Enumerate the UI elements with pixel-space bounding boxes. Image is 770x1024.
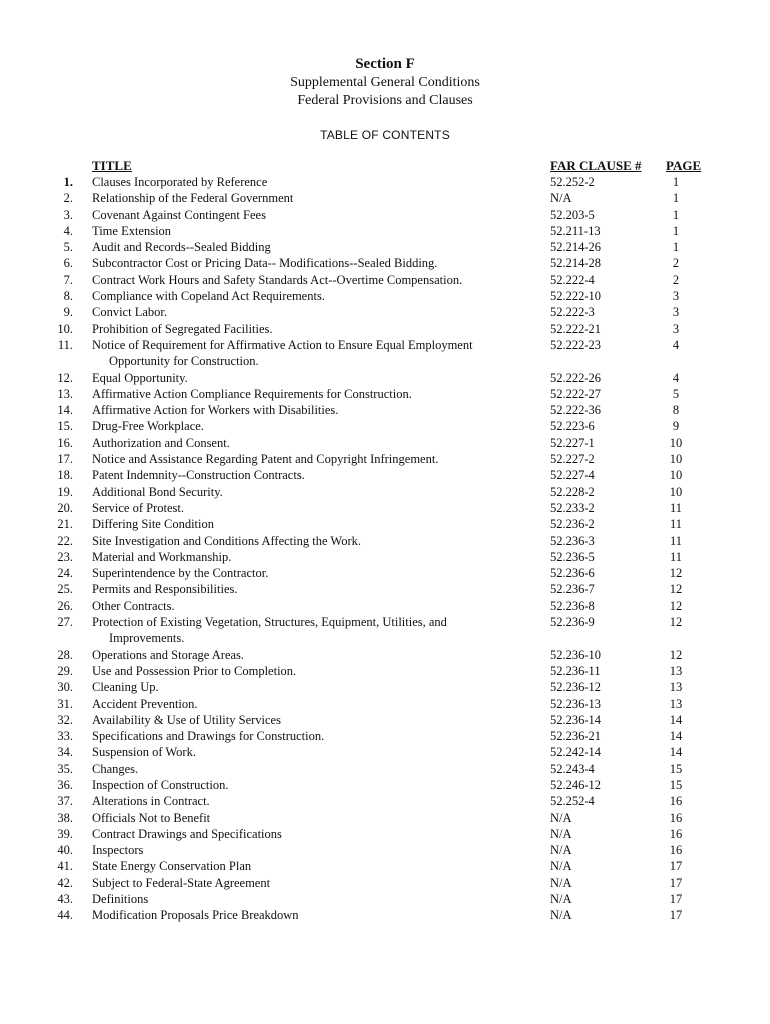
item-title-line: Relationship of the Federal Government <box>92 191 294 206</box>
far-clause-number: 52.227-2 <box>550 452 595 467</box>
toc-row <box>0 272 770 288</box>
page-number: 14 <box>669 729 683 744</box>
toc-row <box>0 663 770 679</box>
page-number: 16 <box>669 843 683 858</box>
item-title <box>92 614 532 647</box>
item-title <box>92 761 532 777</box>
item-title <box>92 728 532 744</box>
toc-row <box>0 190 770 206</box>
item-number: 13. <box>57 386 73 401</box>
toc-row <box>0 826 770 842</box>
page-number: 10 <box>669 484 683 499</box>
far-clause-number: 52.236-6 <box>550 566 595 581</box>
item-title-line: Differing Site Condition <box>92 517 214 532</box>
toc-row <box>0 451 770 467</box>
far-clause-number: 52.252-4 <box>550 794 595 809</box>
page-number: 10 <box>669 468 683 483</box>
far-clause-number: N/A <box>550 191 572 206</box>
toc-row <box>0 255 770 271</box>
page-number: 14 <box>669 712 683 727</box>
item-title-line: Notice and Assistance Regarding Patent and Copyright Infringement. <box>92 452 439 467</box>
item-title-line: Officials Not to Benefit <box>92 810 211 825</box>
item-title-line: Other Contracts. <box>92 598 175 613</box>
toc-row <box>0 598 770 614</box>
page-number: 1 <box>672 240 680 255</box>
toc-row <box>0 777 770 793</box>
page-number: 16 <box>669 810 683 825</box>
item-title-line: Material and Workmanship. <box>92 549 232 564</box>
item-number: 12. <box>57 370 73 385</box>
column-header-title: TITLE <box>92 158 132 173</box>
item-title <box>92 223 532 239</box>
item-title <box>92 826 532 842</box>
page-number: 4 <box>672 337 680 352</box>
item-title-line: Inspection of Construction. <box>92 777 229 792</box>
far-clause-number: 52.236-13 <box>550 696 602 711</box>
page-number: 15 <box>669 777 683 792</box>
item-title <box>92 516 532 532</box>
item-title-line: Time Extension <box>92 223 172 238</box>
toc-label: TABLE OF CONTENTS <box>320 128 450 142</box>
far-clause-number: 52.236-3 <box>550 533 595 548</box>
item-title-line: Additional Bond Security. <box>92 484 223 499</box>
far-clause-number: 52.203-5 <box>550 207 595 222</box>
far-clause-number: 52.236-2 <box>550 517 595 532</box>
far-clause-number: 52.236-9 <box>550 615 595 630</box>
toc-row <box>0 842 770 858</box>
far-clause-number: N/A <box>550 826 572 841</box>
toc-row <box>0 321 770 337</box>
item-number: 32. <box>57 712 73 727</box>
item-title <box>92 712 532 728</box>
toc-row <box>0 891 770 907</box>
item-title <box>92 288 532 304</box>
column-header-page: PAGE <box>666 158 702 173</box>
item-number: 42. <box>57 875 73 890</box>
page-number: 13 <box>669 663 683 678</box>
item-title <box>92 907 532 923</box>
toc-row <box>0 386 770 402</box>
item-title-line: Equal Opportunity. <box>92 370 188 385</box>
item-title-line: Accident Prevention. <box>92 696 198 711</box>
page-number: 3 <box>672 305 680 320</box>
far-clause-number: N/A <box>550 843 572 858</box>
item-title-line: Specifications and Drawings for Construction. <box>92 729 325 744</box>
item-title <box>92 174 532 190</box>
item-title <box>92 696 532 712</box>
far-clause-number: 52.222-4 <box>550 272 595 287</box>
subtitle-provisions: Federal Provisions and Clauses <box>297 93 473 108</box>
page-number: 3 <box>672 321 680 336</box>
page-number: 5 <box>672 386 680 401</box>
toc-row <box>0 565 770 581</box>
far-clause-number: 52.222-3 <box>550 305 595 320</box>
item-title <box>92 842 532 858</box>
item-title <box>92 500 532 516</box>
item-number: 14. <box>57 403 73 418</box>
item-title <box>92 679 532 695</box>
item-title-line: Changes. <box>92 761 139 776</box>
page-number: 1 <box>672 175 680 189</box>
column-header-far-clause: FAR CLAUSE # <box>550 158 642 173</box>
page-number: 11 <box>669 533 683 548</box>
toc-row <box>0 875 770 891</box>
item-title <box>92 467 532 483</box>
page-number: 12 <box>669 647 683 662</box>
far-clause-number: 52.252-2 <box>550 175 595 189</box>
item-title-line: Notice of Requirement for Affirmative Action to Ensure Equal Employment <box>92 337 473 352</box>
item-title <box>92 858 532 874</box>
page-number: 11 <box>669 549 683 564</box>
item-number: 11. <box>57 337 73 352</box>
item-number: 38. <box>57 810 73 825</box>
item-number: 39. <box>57 826 73 841</box>
item-title <box>92 435 532 451</box>
item-number: 9. <box>63 305 73 320</box>
item-title-line: Drug-Free Workplace. <box>92 419 204 434</box>
toc-row <box>0 810 770 826</box>
item-title-line: Availability & Use of Utility Services <box>92 712 281 727</box>
toc-row <box>0 533 770 549</box>
item-title <box>92 370 532 386</box>
toc-row <box>0 402 770 418</box>
far-clause-number: 52.236-10 <box>550 647 602 662</box>
item-number: 15. <box>57 419 73 434</box>
item-number: 33. <box>57 729 73 744</box>
page-number: 13 <box>669 680 683 695</box>
item-title-line: Affirmative Action for Workers with Disabilities. <box>92 403 339 418</box>
page-number: 12 <box>669 582 683 597</box>
toc-row <box>0 907 770 923</box>
far-clause-number: 52.222-10 <box>550 289 602 304</box>
far-clause-number: 52.236-7 <box>550 582 595 597</box>
page-number: 2 <box>672 272 680 287</box>
page-number: 11 <box>669 517 683 532</box>
item-number: 16. <box>57 435 73 450</box>
far-clause-number: 52.233-2 <box>550 500 595 515</box>
item-title-line: Subcontractor Cost or Pricing Data-- Modifications--Sealed Bidding. <box>92 256 438 271</box>
item-number: 2. <box>63 191 73 206</box>
item-title-line: Superintendence by the Contractor. <box>92 566 269 581</box>
item-number: 31. <box>57 696 73 711</box>
toc-row <box>0 761 770 777</box>
item-title-line: Modification Proposals Price Breakdown <box>92 908 299 923</box>
item-number: 37. <box>57 794 73 809</box>
item-title-line: Service of Protest. <box>92 500 184 515</box>
item-number: 27. <box>57 615 73 630</box>
subtitle-conditions: Supplemental General Conditions <box>290 75 480 90</box>
page-number: 12 <box>669 615 683 630</box>
item-number: 20. <box>57 500 73 515</box>
item-title-continuation: Improvements. <box>109 631 185 646</box>
item-title <box>92 533 532 549</box>
item-title <box>92 402 532 418</box>
page-number: 1 <box>672 207 680 222</box>
page-number: 10 <box>669 452 683 467</box>
item-title-line: Affirmative Action Compliance Requirements for Construction. <box>92 386 412 401</box>
item-number: 34. <box>57 745 73 760</box>
far-clause-number: N/A <box>550 859 572 874</box>
item-number: 19. <box>57 484 73 499</box>
item-title <box>92 272 532 288</box>
toc-row <box>0 793 770 809</box>
item-title <box>92 207 532 223</box>
toc-row <box>0 516 770 532</box>
page-number: 4 <box>672 370 680 385</box>
item-title <box>92 418 532 434</box>
far-clause-number: 52.222-23 <box>550 337 602 352</box>
item-title <box>92 190 532 206</box>
item-title-line: State Energy Conservation Plan <box>92 859 252 874</box>
far-clause-number: 52.227-1 <box>550 435 595 450</box>
toc-row <box>0 712 770 728</box>
far-clause-number: 52.227-4 <box>550 468 595 483</box>
page-number: 1 <box>672 191 680 206</box>
item-number: 17. <box>57 452 73 467</box>
toc-row <box>0 435 770 451</box>
item-number: 44. <box>57 908 73 923</box>
item-number: 8. <box>63 289 73 304</box>
far-clause-number: N/A <box>550 908 572 923</box>
toc-row <box>0 484 770 500</box>
page-number: 1 <box>672 223 680 238</box>
item-title-line: Suspension of Work. <box>92 745 196 760</box>
item-title <box>92 337 532 370</box>
page-number: 12 <box>669 598 683 613</box>
toc-row <box>0 370 770 386</box>
toc-row <box>0 728 770 744</box>
far-clause-number: 52.222-21 <box>550 321 602 336</box>
toc-row <box>0 337 770 370</box>
item-number: 25. <box>57 582 73 597</box>
item-title-line: Site Investigation and Conditions Affecting the Work. <box>92 533 361 548</box>
item-title-line: Inspectors <box>92 843 144 858</box>
item-title-line: Compliance with Copeland Act Requirements. <box>92 289 325 304</box>
page-number: 17 <box>669 875 683 890</box>
page-number: 12 <box>669 566 683 581</box>
toc-row <box>0 500 770 516</box>
item-title <box>92 549 532 565</box>
item-title <box>92 891 532 907</box>
item-number: 41. <box>57 859 73 874</box>
section-heading: Section F <box>355 56 415 72</box>
page-number: 17 <box>669 908 683 923</box>
far-clause-number: 52.236-5 <box>550 549 595 564</box>
toc-row <box>0 581 770 597</box>
toc-row <box>0 696 770 712</box>
page-number: 9 <box>672 419 680 434</box>
item-title <box>92 565 532 581</box>
item-title <box>92 777 532 793</box>
far-clause-number: 52.222-36 <box>550 403 602 418</box>
far-clause-number: 52.243-4 <box>550 761 595 776</box>
item-title-line: Prohibition of Segregated Facilities. <box>92 321 273 336</box>
far-clause-number: 52.242-14 <box>550 745 602 760</box>
page-number: 10 <box>669 435 683 450</box>
far-clause-number: 52.236-8 <box>550 598 595 613</box>
item-title <box>92 239 532 255</box>
item-number: 24. <box>57 566 73 581</box>
item-title <box>92 484 532 500</box>
toc-row <box>0 223 770 239</box>
far-clause-number: 52.236-14 <box>550 712 602 727</box>
toc-row <box>0 304 770 320</box>
item-number: 21. <box>57 517 73 532</box>
page-number: 16 <box>669 794 683 809</box>
item-title <box>92 321 532 337</box>
item-number: 35. <box>57 761 73 776</box>
page-number: 16 <box>669 826 683 841</box>
far-clause-number: N/A <box>550 810 572 825</box>
page-number: 8 <box>672 403 680 418</box>
item-title-line: Subject to Federal-State Agreement <box>92 875 271 890</box>
toc-row <box>0 174 770 190</box>
toc-row <box>0 744 770 760</box>
item-title-line: Audit and Records--Sealed Bidding <box>92 240 271 255</box>
item-title <box>92 875 532 891</box>
far-clause-number: 52.214-28 <box>550 256 602 271</box>
toc-list <box>0 174 770 924</box>
item-number: 29. <box>57 663 73 678</box>
item-number: 3. <box>63 207 73 222</box>
page-number: 2 <box>672 256 680 271</box>
item-title <box>92 810 532 826</box>
page-number: 13 <box>669 696 683 711</box>
item-number: 10. <box>57 321 73 336</box>
item-number: 26. <box>57 598 73 613</box>
far-clause-number: 52.222-27 <box>550 386 602 401</box>
far-clause-number: 52.236-11 <box>550 663 601 678</box>
toc-row <box>0 207 770 223</box>
far-clause-number: 52.236-12 <box>550 680 602 695</box>
toc-row <box>0 467 770 483</box>
item-title-line: Authorization and Consent. <box>92 435 230 450</box>
item-title-line: Convict Labor. <box>92 305 167 320</box>
item-number: 43. <box>57 892 73 907</box>
item-title <box>92 647 532 663</box>
item-title-line: Contract Drawings and Specifications <box>92 826 282 841</box>
item-title-line: Cleaning Up. <box>92 680 159 695</box>
toc-row <box>0 288 770 304</box>
toc-row <box>0 614 770 647</box>
toc-row <box>0 239 770 255</box>
far-clause-number: 52.228-2 <box>550 484 595 499</box>
item-title-line: Alterations in Contract. <box>92 794 210 809</box>
item-title <box>92 255 532 271</box>
toc-row <box>0 647 770 663</box>
far-clause-number: 52.214-26 <box>550 240 602 255</box>
item-number: 36. <box>57 777 73 792</box>
far-clause-number: 52.211-13 <box>550 223 601 238</box>
item-number: 28. <box>57 647 73 662</box>
item-title <box>92 581 532 597</box>
far-clause-number: N/A <box>550 875 572 890</box>
item-number: 1. <box>63 175 73 189</box>
item-title-line: Protection of Existing Vegetation, Structures, Equipment, Utilities, and <box>92 615 447 630</box>
item-title-line: Definitions <box>92 892 149 907</box>
item-number: 23. <box>57 549 73 564</box>
page-number: 17 <box>669 859 683 874</box>
page-number: 3 <box>672 289 680 304</box>
item-number: 40. <box>57 843 73 858</box>
item-number: 18. <box>57 468 73 483</box>
item-number: 4. <box>63 223 73 238</box>
page-number: 11 <box>669 500 683 515</box>
item-title-line: Patent Indemnity--Construction Contracts. <box>92 468 305 483</box>
page-number: 15 <box>669 761 683 776</box>
item-number: 6. <box>63 256 73 271</box>
far-clause-number: 52.222-26 <box>550 370 602 385</box>
item-title <box>92 386 532 402</box>
far-clause-number: 52.246-12 <box>550 777 602 792</box>
item-title-line: Use and Possession Prior to Completion. <box>92 663 297 678</box>
item-title-line: Operations and Storage Areas. <box>92 647 245 662</box>
item-title-line: Covenant Against Contingent Fees <box>92 207 266 222</box>
item-title-line: Clauses Incorporated by Reference <box>92 175 268 189</box>
item-number: 22. <box>57 533 73 548</box>
item-title <box>92 598 532 614</box>
toc-row <box>0 418 770 434</box>
item-title <box>92 744 532 760</box>
item-title <box>92 793 532 809</box>
item-number: 30. <box>57 680 73 695</box>
far-clause-number: N/A <box>550 892 572 907</box>
page-number: 14 <box>669 745 683 760</box>
page-number: 17 <box>669 892 683 907</box>
toc-row <box>0 679 770 695</box>
item-title-line: Contract Work Hours and Safety Standards Act--Overtime Compensation. <box>92 272 463 287</box>
item-number: 7. <box>63 272 73 287</box>
toc-row <box>0 858 770 874</box>
item-title <box>92 663 532 679</box>
item-title <box>92 451 532 467</box>
item-title-continuation: Opportunity for Construction. <box>109 354 259 369</box>
item-title <box>92 304 532 320</box>
toc-row <box>0 549 770 565</box>
item-number: 5. <box>63 240 73 255</box>
far-clause-number: 52.223-6 <box>550 419 595 434</box>
far-clause-number: 52.236-21 <box>550 729 602 744</box>
item-title-line: Permits and Responsibilities. <box>92 582 238 597</box>
